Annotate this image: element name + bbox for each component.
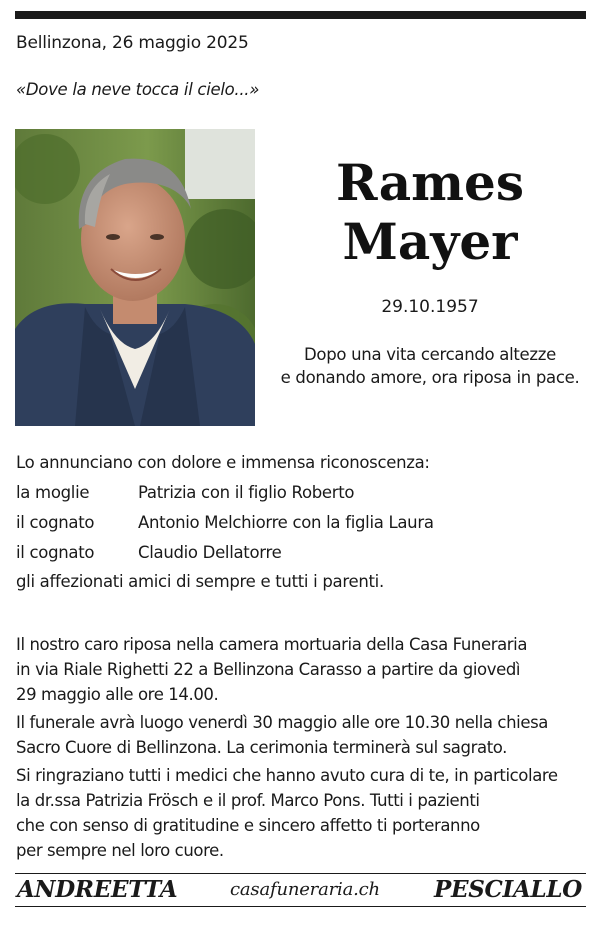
footer-bottom-rule — [15, 906, 586, 907]
birth-date: 29.10.1957 — [381, 297, 479, 317]
top-rule — [15, 11, 586, 19]
paragraph-line: 29 maggio alle ore 14.00. — [16, 685, 219, 704]
footer-top-rule — [15, 873, 586, 874]
deceased-last-name: Mayer — [342, 212, 518, 271]
deceased-first-name: Rames — [336, 153, 524, 212]
announcement-intro: Lo annunciano con dolore e immensa riconoscenza: — [16, 453, 430, 472]
relative-role: il cognato — [16, 513, 95, 532]
paragraph-line: la dr.ssa Patrizia Frösch e il prof. Marco Pons. Tutti i pazienti — [16, 791, 480, 810]
place-date: Bellinzona, 26 maggio 2025 — [16, 33, 249, 53]
funeral-paragraph — [16, 710, 590, 760]
paragraph-line: Il funerale avrà luogo venerdì 30 maggio alle ore 10.30 nella chiesa — [16, 713, 549, 732]
relative-role: il cognato — [16, 543, 95, 562]
relative-name: Patrizia con il figlio Roberto — [138, 483, 355, 502]
friends-line: gli affezionati amici di sempre e tutti i parenti. — [16, 572, 384, 591]
paragraph-line: Sacro Cuore di Bellinzona. La cerimonia terminerà sul sagrato. — [16, 738, 508, 757]
paragraph-line: che con senso di gratitudine e sincero affetto ti porteranno — [16, 816, 480, 835]
relative-role: la moglie — [16, 483, 90, 502]
paragraph-line: in via Riale Righetti 22 a Bellinzona Carasso a partire da giovedì — [16, 660, 521, 679]
paragraph-line: per sempre nel loro cuore. — [16, 841, 224, 860]
quote: «Dove la neve tocca il cielo...» — [16, 80, 260, 99]
brand-andreetta: ANDREETTA — [17, 876, 178, 903]
paragraph-line: Si ringraziano tutti i medici che hanno avuto cura di te, in particolare — [16, 766, 558, 785]
epitaph-line: Dopo una vita cercando altezze — [304, 345, 556, 364]
epitaph-line: e donando amore, ora riposa in pace. — [280, 368, 580, 387]
paragraph-line: Il nostro caro riposa nella camera mortuaria della Casa Funeraria — [16, 635, 528, 654]
portrait-photo — [15, 129, 255, 426]
mortuary-paragraph — [16, 632, 590, 707]
brand-pesciallo: PESCIALLO — [433, 876, 582, 903]
thanks-paragraph — [16, 763, 590, 863]
epitaph — [272, 343, 588, 389]
website-link[interactable]: casafuneraria.ch — [230, 879, 380, 900]
relative-name: Claudio Dellatorre — [138, 543, 282, 562]
relative-name: Antonio Melchiorre con la figlia Laura — [138, 513, 434, 532]
